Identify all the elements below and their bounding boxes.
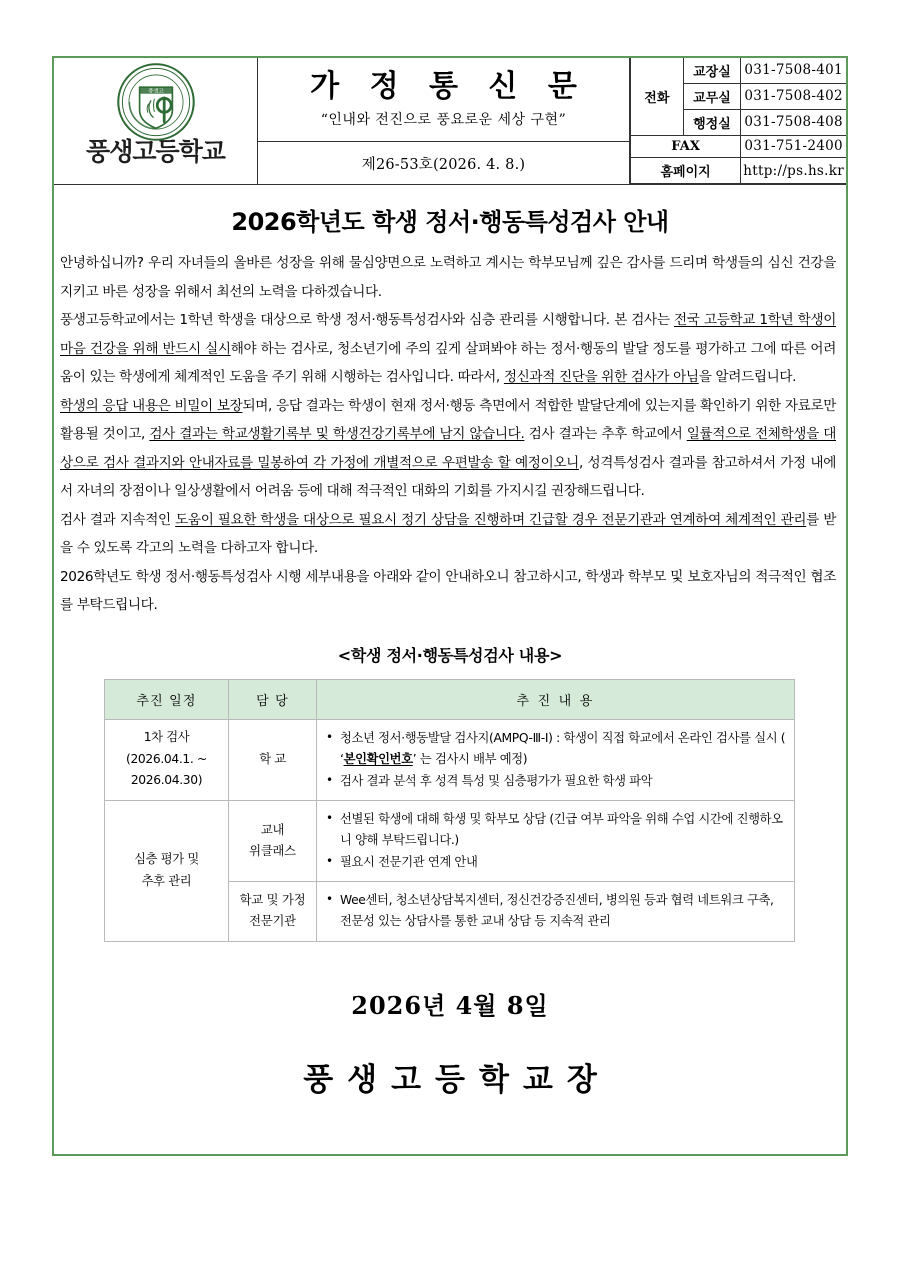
cell-owner-wee-class [229,800,317,881]
list-item [323,771,788,792]
masthead-contact-cell [630,58,846,184]
newsletter-title: 가 정 통 신 문 [310,68,587,104]
issue-date: 2026년 4월 8일 [351,990,549,1020]
paragraph-overview [60,306,836,392]
bullet-1-pre: 청소년 정서·행동발달 검사지(AMPQ-Ⅲ-Ⅰ) : 학생이 직접 학교에서 온라인 검사를 실시 ( ‘ [340,730,786,766]
list-item [323,852,788,873]
schedule-line-3: 2026.04.30) [130,773,203,788]
phone-label: 전화 [631,58,684,135]
principal-office-label: 교장실 [683,58,741,83]
svg-text:풍생고: 풍생고 [147,88,164,95]
paragraph-greeting [60,249,836,306]
cell-owner-external [229,882,317,941]
schedule-line-1: 1차 검사 [143,730,190,745]
plan-table [104,679,795,942]
masthead [54,58,846,185]
bullet-list [323,809,788,873]
body-text [54,249,846,620]
masthead-title-box [258,58,629,142]
school-emblem-icon [115,61,197,143]
table-row [631,58,847,83]
list-item [323,809,788,851]
schedule-line-1: 심층 평가 및 [134,852,199,867]
table-row [105,800,795,881]
followup-text-b: 를 받을 수 있도록 각고의 노력을 다하고자 합니다. [60,511,836,556]
confidentiality-text-b: 검사 결과는 추후 학교에서 [524,426,687,442]
school-name-wordmark: 풍생고등학교 [86,137,225,166]
owner-line-2: 전문기관 [249,914,296,929]
closing-text: 2026학년도 학생 정서·행동특성검사 시행 세부내용을 아래와 같이 안내하오니 참고하시고, 학생과 학부모 및 보호자님의 적극적인 협조를 부탁드립니다. [60,568,836,613]
signature-line: 풍생고등학교장 [303,1061,611,1098]
teachers-office-label: 교무실 [683,83,741,109]
page-title: 2026학년도 학생 정서·행동특성검사 안내 [231,208,669,236]
col-header-content: 추 진 내 용 [317,679,795,719]
followup-underline-1: 도움이 필요한 학생을 대상으로 필요시 정기 상담을 진행하며 긴급할 경우 전문기관과 연계하여 체계적인 관리 [175,511,807,528]
fax-label: FAX [631,135,741,157]
cell-content-round1 [317,719,795,800]
col-header-schedule: 추진 일정 [105,679,229,719]
table-row [105,719,795,800]
schedule-line-2: 추후 관리 [141,873,192,888]
overview-text-c: 을 알려드립니다. [698,369,797,385]
document-body [54,58,846,1154]
homepage-label: 홈페이지 [631,158,741,184]
cell-schedule-round1 [105,719,229,800]
masthead-issue-box [258,142,629,184]
section-title: <학생 정서·행동특성검사 내용> [337,645,563,665]
overview-underline-1: 전국 고등학교 1학년 학생이 마음 건강을 위해 반드시 실시 [60,312,837,357]
plan-table-wrapper [54,679,846,942]
overview-underline-2: 정신과적 진단을 위한 검사가 아님 [503,369,699,385]
bullet-2-pre: 검사 결과 분석 후 성격 특성 및 심층평가가 필요한 학생 파악 [340,773,653,788]
admin-office-number: 031-7508-408 [741,109,846,135]
cell-content-external [317,882,795,941]
bullet-2-pre: 필요시 전문기관 연계 안내 [340,855,478,870]
homepage-url[interactable]: http://ps.hs.kr [741,158,846,184]
bullet-list [323,890,788,932]
list-item [323,890,788,932]
teachers-office-number: 031-7508-402 [741,83,846,109]
contact-table [630,58,846,184]
bullet-1-emphasis: 본인확인번호 [343,751,413,766]
paragraph-closing [60,563,836,620]
confidentiality-text-c: , 성격특성검사 결과를 참고하셔서 가정 내에서 자녀의 장점이나 일상생활에서 어려움 등에 대해 적극적인 대화의 기회를 가지시길 권장해드립니다. [60,454,836,499]
school-motto: “인내와 전진으로 풍요로운 세상 구현” [320,112,567,129]
cell-schedule-indepth [105,800,229,941]
principal-office-number: 031-7508-401 [741,58,846,83]
bullet-list [323,728,788,792]
owner-line-1: 학교 및 가정 [239,892,306,907]
confidentiality-text-a: 되며, 응답 결과는 학생이 현재 정서·행동 측면에서 적합한 발달단계에 있는지를 확인하기 위한 자료로만 활용될 것이고, [60,397,837,442]
paragraph-followup [60,506,836,563]
table-row [631,135,847,157]
col-header-owner: 담 당 [229,679,317,719]
bullet-1-post: ’ 는 검사시 배부 예정) [412,751,528,766]
confidentiality-underline-1: 학생의 응답 내용은 비밀이 보장 [60,397,243,414]
list-item [323,728,788,770]
table-row [631,158,847,184]
confidentiality-underline-2: 검사 결과는 학교생활기록부 및 학생건강기록부에 남지 않습니다. [149,426,525,442]
fax-number: 031-751-2400 [741,135,846,157]
confidentiality-underline-3: 일률적으로 전체학생을 대상으로 검사 결과지와 안내자료를 밀봉하여 각 가정에 개별적으로 우편발송 할 예정이오니 [60,426,836,471]
admin-office-label: 행정실 [683,109,741,135]
owner-line-1: 교내 [260,822,285,837]
bullet-1-pre: 선별된 학생에 대해 학생 및 학부모 상담 (긴급 여부 파악을 위해 수업 시간에 진행하오니 양해 부탁드립니다.) [340,811,783,848]
paragraph-confidentiality [60,392,836,506]
paragraph-greeting-text: 안녕하십니까? 우리 자녀들의 올바른 성장을 위해 물심양면으로 노력하고 계시는 학부모님께 깊은 감사를 드리며 학생들의 심신 건강을 지키고 바른 성장을 위해서 최선의 노력을 다하겠습니다. [60,255,836,300]
bullet-1-pre: Wee센터, 청소년상담복지센터, 정신건강증진센터, 병의원 등과 협력 네트워크 구축, 전문성 있는 상담사를 통한 교내 상담 등 지속적 관리 [340,893,774,929]
table-header-row [105,679,795,719]
masthead-logo-cell [54,58,258,184]
masthead-title-cell [258,58,630,184]
overview-text-b: 해야 하는 검사로, 청소년기에 주의 깊게 살펴봐야 하는 정서·행동의 발달 정도를 평가하고 그에 따른 어려움이 있는 학생에게 체계적인 도움을 주기 위해 시행하는 검사입니다. 따라서, [60,340,836,385]
issue-number: 제26-53호(2026. 4. 8.) [361,156,526,173]
overview-text-a: 풍생고등학교에서는 1학년 학생을 대상으로 학생 정서·행동특성검사와 심층 관리를 시행합니다. 본 검사는 [60,312,674,328]
cell-owner-school: 학 교 [229,719,317,800]
schedule-line-2: (2026.04.1. ~ [126,751,207,766]
owner-line-2: 위클래스 [249,844,296,859]
cell-content-indepth [317,800,795,881]
followup-text-a: 검사 결과 지속적인 [60,511,176,528]
